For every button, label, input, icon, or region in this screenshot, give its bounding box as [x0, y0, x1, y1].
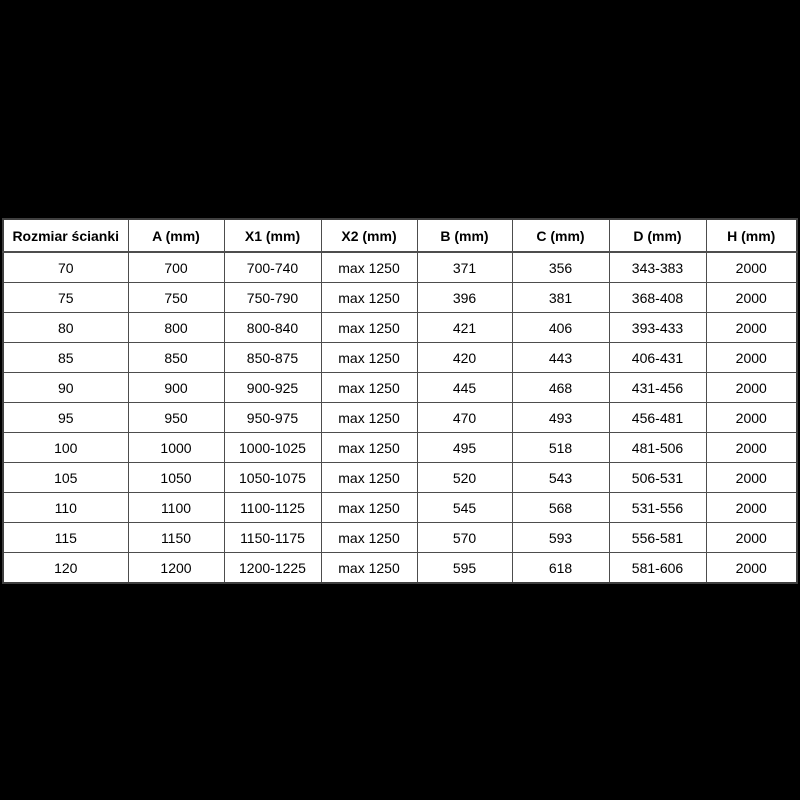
column-header: D (mm) [609, 219, 706, 252]
table-cell: 431-456 [609, 373, 706, 403]
table-cell: 396 [417, 283, 512, 313]
table-cell: 556-581 [609, 523, 706, 553]
table-cell: 1150 [128, 523, 224, 553]
table-row [3, 252, 797, 283]
table-cell: 1000 [128, 433, 224, 463]
table-cell: 443 [512, 343, 609, 373]
column-header: Rozmiar ścianki [3, 219, 128, 252]
table-body [3, 252, 797, 583]
table-cell: 421 [417, 313, 512, 343]
table-cell: 1050-1075 [224, 463, 321, 493]
table-cell: 543 [512, 463, 609, 493]
table-row [3, 283, 797, 313]
table-cell: 90 [3, 373, 128, 403]
table-cell: 495 [417, 433, 512, 463]
table-cell: 356 [512, 252, 609, 283]
table-cell: 700 [128, 252, 224, 283]
table-cell: 75 [3, 283, 128, 313]
table-cell: 1200-1225 [224, 553, 321, 584]
table-cell: 368-408 [609, 283, 706, 313]
table-cell: 618 [512, 553, 609, 584]
table-row [3, 493, 797, 523]
table-row [3, 463, 797, 493]
table-cell: 518 [512, 433, 609, 463]
table-cell: 581-606 [609, 553, 706, 584]
table-row [3, 433, 797, 463]
table-cell: 406 [512, 313, 609, 343]
table-cell: max 1250 [321, 553, 417, 584]
table-cell: max 1250 [321, 313, 417, 343]
column-header: C (mm) [512, 219, 609, 252]
table-cell: 445 [417, 373, 512, 403]
table-header-row [3, 219, 797, 252]
table-cell: 506-531 [609, 463, 706, 493]
table-cell: 570 [417, 523, 512, 553]
table-cell: 2000 [706, 373, 797, 403]
table-cell: 1100-1125 [224, 493, 321, 523]
table-cell: max 1250 [321, 343, 417, 373]
table-cell: 70 [3, 252, 128, 283]
table-cell: 80 [3, 313, 128, 343]
table-cell: 800 [128, 313, 224, 343]
table-cell: 2000 [706, 313, 797, 343]
table-row [3, 373, 797, 403]
table-cell: 105 [3, 463, 128, 493]
table-cell: 700-740 [224, 252, 321, 283]
table-cell: 900 [128, 373, 224, 403]
table-cell: 371 [417, 252, 512, 283]
table-cell: 2000 [706, 403, 797, 433]
table-cell: 85 [3, 343, 128, 373]
table-cell: 850-875 [224, 343, 321, 373]
table-cell: max 1250 [321, 493, 417, 523]
table-cell: 2000 [706, 463, 797, 493]
column-header: B (mm) [417, 219, 512, 252]
table-cell: 2000 [706, 252, 797, 283]
table-cell: 381 [512, 283, 609, 313]
table-cell: 2000 [706, 433, 797, 463]
table-cell: 520 [417, 463, 512, 493]
table-cell: 470 [417, 403, 512, 433]
table-header [3, 219, 797, 252]
table-cell: 531-556 [609, 493, 706, 523]
table-row [3, 313, 797, 343]
column-header: X1 (mm) [224, 219, 321, 252]
table-cell: 1200 [128, 553, 224, 584]
table-cell: 2000 [706, 283, 797, 313]
table-cell: 750-790 [224, 283, 321, 313]
table-cell: max 1250 [321, 523, 417, 553]
table-cell: 1000-1025 [224, 433, 321, 463]
table-row [3, 553, 797, 584]
table-cell: 595 [417, 553, 512, 584]
table-cell: max 1250 [321, 403, 417, 433]
table-cell: 393-433 [609, 313, 706, 343]
table-cell: 850 [128, 343, 224, 373]
table-cell: 2000 [706, 523, 797, 553]
table-cell: 950-975 [224, 403, 321, 433]
table-cell: 115 [3, 523, 128, 553]
table-cell: 2000 [706, 343, 797, 373]
dimension-spec-table [2, 218, 798, 584]
table-cell: 456-481 [609, 403, 706, 433]
table-cell: 750 [128, 283, 224, 313]
table-cell: max 1250 [321, 252, 417, 283]
table-cell: 100 [3, 433, 128, 463]
table-cell: max 1250 [321, 463, 417, 493]
table-cell: 800-840 [224, 313, 321, 343]
table-cell: 545 [417, 493, 512, 523]
table-cell: 120 [3, 553, 128, 584]
table-cell: 593 [512, 523, 609, 553]
table-cell: 1100 [128, 493, 224, 523]
table-cell: 1050 [128, 463, 224, 493]
table-row [3, 403, 797, 433]
column-header: H (mm) [706, 219, 797, 252]
table-cell: max 1250 [321, 433, 417, 463]
table-row [3, 523, 797, 553]
table-cell: 468 [512, 373, 609, 403]
table-cell: 343-383 [609, 252, 706, 283]
table-cell: 95 [3, 403, 128, 433]
column-header: A (mm) [128, 219, 224, 252]
table-cell: max 1250 [321, 373, 417, 403]
table-cell: 900-925 [224, 373, 321, 403]
table-cell: 481-506 [609, 433, 706, 463]
column-header: X2 (mm) [321, 219, 417, 252]
table-cell: 406-431 [609, 343, 706, 373]
table-cell: 110 [3, 493, 128, 523]
table-cell: 568 [512, 493, 609, 523]
table-cell: 950 [128, 403, 224, 433]
table-row [3, 343, 797, 373]
table-cell: 420 [417, 343, 512, 373]
table-cell: 2000 [706, 493, 797, 523]
table-cell: 493 [512, 403, 609, 433]
table-cell: 1150-1175 [224, 523, 321, 553]
table-cell: max 1250 [321, 283, 417, 313]
table-cell: 2000 [706, 553, 797, 584]
